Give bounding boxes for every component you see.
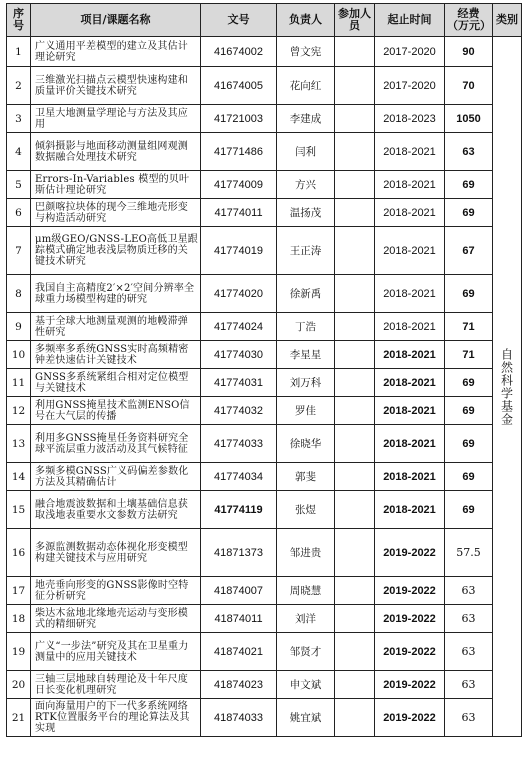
row-seq: 15 bbox=[7, 491, 31, 529]
row-fund: 63 bbox=[445, 605, 493, 633]
row-members bbox=[335, 671, 375, 699]
row-name: 地壳垂向形变的GNSS影像时空特征分析研究 bbox=[31, 577, 201, 605]
row-name: 巴颜喀拉块体的现今三维地壳形变与构造活动研究 bbox=[31, 199, 201, 227]
table-row bbox=[7, 369, 522, 397]
row-leader: 徐晓华 bbox=[277, 425, 335, 463]
row-members bbox=[335, 605, 375, 633]
row-members bbox=[335, 425, 375, 463]
row-period: 2019-2022 bbox=[375, 529, 445, 577]
row-leader: 温扬茂 bbox=[277, 199, 335, 227]
row-members bbox=[335, 133, 375, 171]
row-code: 41774031 bbox=[201, 369, 277, 397]
row-fund: 57.5 bbox=[445, 529, 493, 577]
row-name: 基于全球大地测量观测的地幔滞弹性研究 bbox=[31, 313, 201, 341]
row-leader: 张煜 bbox=[277, 491, 335, 529]
row-leader: 邹进贵 bbox=[277, 529, 335, 577]
row-seq: 13 bbox=[7, 425, 31, 463]
row-seq: 18 bbox=[7, 605, 31, 633]
row-code: 41771486 bbox=[201, 133, 277, 171]
row-name: 融合地震波数据和土壤基础信息获取浅地表重要水文参数方法研究 bbox=[31, 491, 201, 529]
row-code: 41774034 bbox=[201, 463, 277, 491]
row-code: 41874007 bbox=[201, 577, 277, 605]
row-name: 利用GNSS掩星技术监测ENSO信号在大气层的传播 bbox=[31, 397, 201, 425]
row-seq: 8 bbox=[7, 275, 31, 313]
row-name: 我国自主高精度2′×2′空间分辨率全球重力场模型构建的研究 bbox=[31, 275, 201, 313]
row-members bbox=[335, 313, 375, 341]
row-leader: 丁浩 bbox=[277, 313, 335, 341]
row-seq: 6 bbox=[7, 199, 31, 227]
row-code: 41774030 bbox=[201, 341, 277, 369]
table-row bbox=[7, 397, 522, 425]
row-fund: 63 bbox=[445, 671, 493, 699]
row-code: 41721003 bbox=[201, 105, 277, 133]
row-members bbox=[335, 171, 375, 199]
category-cell bbox=[493, 37, 522, 737]
row-code: 41774019 bbox=[201, 227, 277, 275]
row-members bbox=[335, 37, 375, 67]
table-row bbox=[7, 67, 522, 105]
row-code: 41774033 bbox=[201, 425, 277, 463]
row-seq: 12 bbox=[7, 397, 31, 425]
row-name: 广义“一步法”研究及其在卫星重力测量中的应用关键技术 bbox=[31, 633, 201, 671]
row-leader: 李星星 bbox=[277, 341, 335, 369]
row-period: 2019-2022 bbox=[375, 577, 445, 605]
row-code: 41674005 bbox=[201, 67, 277, 105]
row-name: 多频多模GNSS广义码偏差参数化方法及其精确估计 bbox=[31, 463, 201, 491]
row-seq: 3 bbox=[7, 105, 31, 133]
row-period: 2018-2021 bbox=[375, 199, 445, 227]
row-code: 41774024 bbox=[201, 313, 277, 341]
row-members bbox=[335, 491, 375, 529]
row-period: 2018-2021 bbox=[375, 275, 445, 313]
row-name: 卫星大地测量学理论与方法及其应用 bbox=[31, 105, 201, 133]
row-fund: 71 bbox=[445, 313, 493, 341]
row-period: 2018-2021 bbox=[375, 313, 445, 341]
project-table-wrapper bbox=[6, 3, 522, 737]
table-body bbox=[7, 37, 522, 737]
header-name: 项目/课题名称 bbox=[31, 4, 201, 37]
row-name: 利用多GNSS掩星任务资料研究全球平流层重力波活动及其气候特征 bbox=[31, 425, 201, 463]
table-row bbox=[7, 313, 522, 341]
table-row bbox=[7, 133, 522, 171]
header-row bbox=[7, 4, 522, 37]
row-leader: 方兴 bbox=[277, 171, 335, 199]
row-leader: 姚宜斌 bbox=[277, 699, 335, 737]
table-row bbox=[7, 105, 522, 133]
row-fund: 69 bbox=[445, 397, 493, 425]
row-leader: 刘洋 bbox=[277, 605, 335, 633]
row-seq: 19 bbox=[7, 633, 31, 671]
row-period: 2019-2022 bbox=[375, 633, 445, 671]
row-period: 2018-2023 bbox=[375, 105, 445, 133]
row-members bbox=[335, 577, 375, 605]
header-seq: 序号 bbox=[7, 4, 31, 37]
row-period: 2018-2021 bbox=[375, 171, 445, 199]
header-code: 文号 bbox=[201, 4, 277, 37]
row-members bbox=[335, 699, 375, 737]
row-code: 41674002 bbox=[201, 37, 277, 67]
row-fund: 63 bbox=[445, 133, 493, 171]
table-row bbox=[7, 463, 522, 491]
table-row bbox=[7, 227, 522, 275]
table-row bbox=[7, 199, 522, 227]
table-row bbox=[7, 529, 522, 577]
row-members bbox=[335, 227, 375, 275]
row-leader: 郭斐 bbox=[277, 463, 335, 491]
row-period: 2019-2022 bbox=[375, 671, 445, 699]
row-leader: 李建成 bbox=[277, 105, 335, 133]
header-leader: 负责人 bbox=[277, 4, 335, 37]
row-fund: 71 bbox=[445, 341, 493, 369]
row-code: 41874033 bbox=[201, 699, 277, 737]
row-seq: 4 bbox=[7, 133, 31, 171]
table-row bbox=[7, 633, 522, 671]
row-seq: 17 bbox=[7, 577, 31, 605]
row-leader: 刘万科 bbox=[277, 369, 335, 397]
row-code: 41774032 bbox=[201, 397, 277, 425]
row-fund: 70 bbox=[445, 67, 493, 105]
table-row bbox=[7, 491, 522, 529]
row-leader: 罗佳 bbox=[277, 397, 335, 425]
row-fund: 63 bbox=[445, 699, 493, 737]
row-period: 2018-2021 bbox=[375, 463, 445, 491]
row-code: 41774009 bbox=[201, 171, 277, 199]
row-fund: 69 bbox=[445, 491, 493, 529]
row-seq: 5 bbox=[7, 171, 31, 199]
row-seq: 20 bbox=[7, 671, 31, 699]
row-leader: 周晓慧 bbox=[277, 577, 335, 605]
row-leader: 申文斌 bbox=[277, 671, 335, 699]
row-period: 2018-2021 bbox=[375, 133, 445, 171]
table-row bbox=[7, 171, 522, 199]
row-code: 41774011 bbox=[201, 199, 277, 227]
table-row bbox=[7, 577, 522, 605]
row-leader: 邹贤才 bbox=[277, 633, 335, 671]
row-fund: 90 bbox=[445, 37, 493, 67]
row-seq: 16 bbox=[7, 529, 31, 577]
row-name: 广义通用平差模型的建立及其估计理论研究 bbox=[31, 37, 201, 67]
row-code: 41874011 bbox=[201, 605, 277, 633]
row-seq: 1 bbox=[7, 37, 31, 67]
row-name: 三维激光扫描点云模型快速构建和质量评价关键技术研究 bbox=[31, 67, 201, 105]
row-fund: 69 bbox=[445, 171, 493, 199]
row-seq: 11 bbox=[7, 369, 31, 397]
row-code: 41871373 bbox=[201, 529, 277, 577]
header-fund: 经费（万元） bbox=[445, 4, 493, 37]
row-seq: 2 bbox=[7, 67, 31, 105]
table-row bbox=[7, 605, 522, 633]
row-leader: 徐新禹 bbox=[277, 275, 335, 313]
row-fund: 63 bbox=[445, 633, 493, 671]
row-fund: 63 bbox=[445, 577, 493, 605]
table-row bbox=[7, 341, 522, 369]
row-fund: 69 bbox=[445, 275, 493, 313]
row-name: GNSS多系统紧组合相对定位模型与关键技术 bbox=[31, 369, 201, 397]
category-label: 自然科学基金 bbox=[499, 347, 514, 426]
row-fund: 69 bbox=[445, 369, 493, 397]
row-members bbox=[335, 397, 375, 425]
row-period: 2018-2021 bbox=[375, 397, 445, 425]
row-name: 倾斜摄影与地面移动测量组网观测数据融合处理技术研究 bbox=[31, 133, 201, 171]
table-row bbox=[7, 425, 522, 463]
row-period: 2019-2022 bbox=[375, 699, 445, 737]
row-members bbox=[335, 275, 375, 313]
row-fund: 67 bbox=[445, 227, 493, 275]
row-seq: 21 bbox=[7, 699, 31, 737]
row-name: 面向海量用户的下一代多系统网络RTK位置服务平台的理论算法及其实现 bbox=[31, 699, 201, 737]
table-row bbox=[7, 37, 522, 67]
row-period: 2017-2020 bbox=[375, 37, 445, 67]
row-members bbox=[335, 633, 375, 671]
table-row bbox=[7, 699, 522, 737]
project-table bbox=[6, 3, 522, 737]
row-code: 41774020 bbox=[201, 275, 277, 313]
row-leader: 闫利 bbox=[277, 133, 335, 171]
row-leader: 花向红 bbox=[277, 67, 335, 105]
header-period: 起止时间 bbox=[375, 4, 445, 37]
row-name: Errors-In-Variables 模型的贝叶斯估计理论研究 bbox=[31, 171, 201, 199]
row-members bbox=[335, 341, 375, 369]
row-name: μm级GEO/GNSS-LEO高低卫星跟踪模式确定地表浅层物质迁移的关键技术研究 bbox=[31, 227, 201, 275]
row-fund: 69 bbox=[445, 199, 493, 227]
row-members bbox=[335, 105, 375, 133]
row-name: 三轴三层地球自转理论及十年尺度日长变化机理研究 bbox=[31, 671, 201, 699]
row-period: 2018-2021 bbox=[375, 341, 445, 369]
table-row bbox=[7, 671, 522, 699]
row-name: 多源监测数据动态体视化形变模型构建关键技术与应用研究 bbox=[31, 529, 201, 577]
row-code: 41774119 bbox=[201, 491, 277, 529]
row-fund: 1050 bbox=[445, 105, 493, 133]
row-seq: 9 bbox=[7, 313, 31, 341]
row-name: 多频率多系统GNSS实时高频精密钟差快速估计关键技术 bbox=[31, 341, 201, 369]
row-code: 41874021 bbox=[201, 633, 277, 671]
header-members: 参加人员 bbox=[335, 4, 375, 37]
row-period: 2018-2021 bbox=[375, 425, 445, 463]
row-period: 2018-2021 bbox=[375, 369, 445, 397]
row-leader: 曾文宪 bbox=[277, 37, 335, 67]
row-members bbox=[335, 199, 375, 227]
row-members bbox=[335, 463, 375, 491]
row-leader: 王正涛 bbox=[277, 227, 335, 275]
row-seq: 7 bbox=[7, 227, 31, 275]
row-members bbox=[335, 67, 375, 105]
row-code: 41874023 bbox=[201, 671, 277, 699]
row-period: 2018-2021 bbox=[375, 491, 445, 529]
row-name: 柴达木盆地北缘地壳运动与变形模式的精细研究 bbox=[31, 605, 201, 633]
row-seq: 10 bbox=[7, 341, 31, 369]
table-row bbox=[7, 275, 522, 313]
row-fund: 69 bbox=[445, 425, 493, 463]
row-period: 2019-2022 bbox=[375, 605, 445, 633]
row-members bbox=[335, 529, 375, 577]
row-period: 2017-2020 bbox=[375, 67, 445, 105]
row-members bbox=[335, 369, 375, 397]
row-period: 2018-2021 bbox=[375, 227, 445, 275]
header-category: 类别 bbox=[493, 4, 522, 37]
row-fund: 69 bbox=[445, 463, 493, 491]
row-seq: 14 bbox=[7, 463, 31, 491]
